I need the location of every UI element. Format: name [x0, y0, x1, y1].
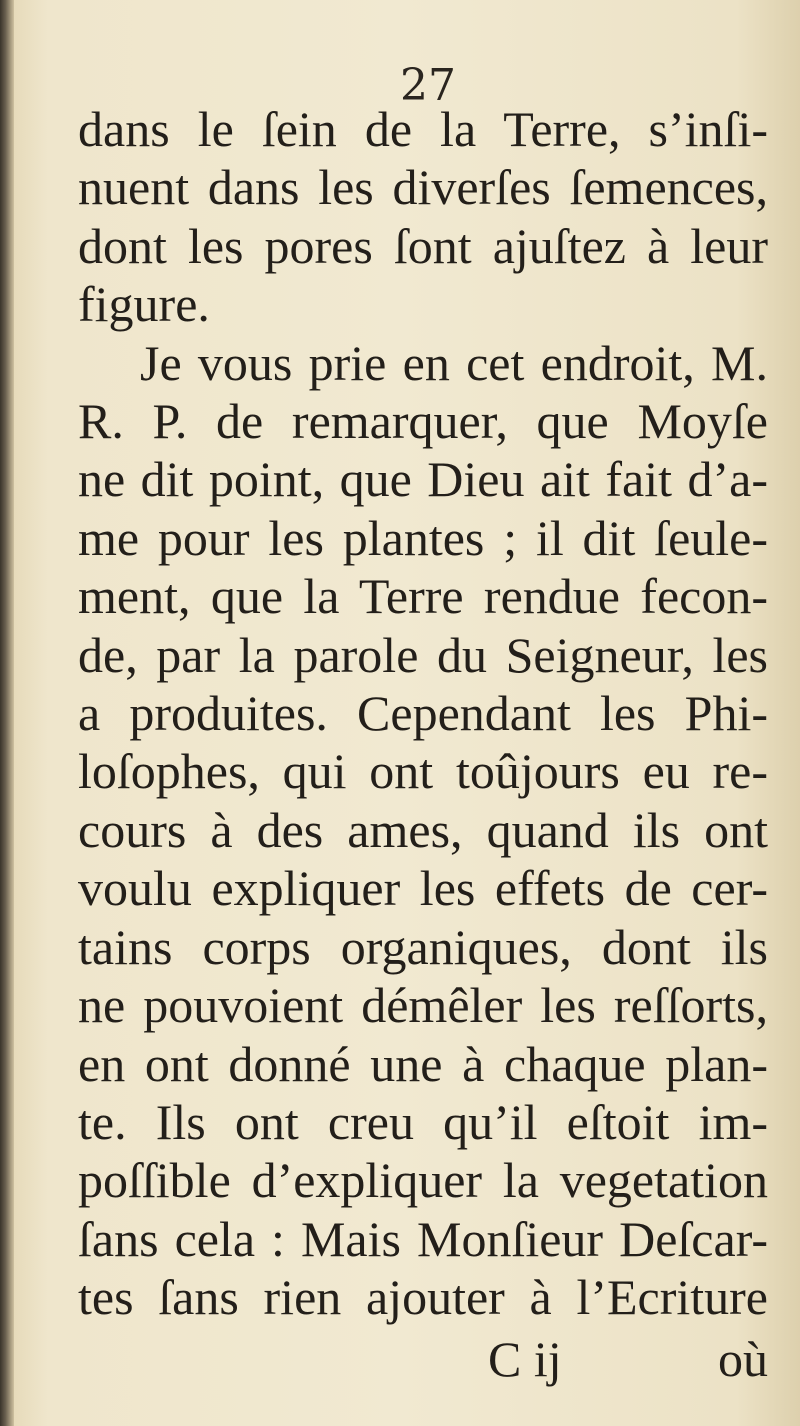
page-number: 27 — [400, 60, 456, 111]
text-line: loſophes, qui ont toûjours eu re- — [78, 743, 768, 800]
text-line: me pour les plantes ; il dit ſeule- — [78, 509, 768, 566]
text-line: tains corps organiques, dont ils — [78, 918, 768, 975]
text-line: ment, que la Terre rendue fecon- — [78, 568, 768, 625]
page-footer — [78, 1330, 768, 1390]
text-line: dont les pores ſont ajuſtez à leur — [78, 217, 768, 274]
text-line: ne pouvoient démêler les reſſorts, — [78, 977, 768, 1034]
text-line: voulu expliquer les effets de cer- — [78, 860, 768, 917]
text-line: en ont donné une à chaque plan- — [78, 1035, 768, 1092]
text-line: ne dit point, que Dieu ait fait d’a- — [78, 451, 768, 508]
text-line: cours à des ames, quand ils ont — [78, 801, 768, 858]
text-line: tes ſans rien ajouter à l’Ecriture — [78, 1269, 768, 1326]
text-line: R. P. de remarquer, que Moyſe — [78, 393, 768, 450]
text-line: de, par la parole du Seigneur, les — [78, 626, 768, 683]
signature-mark: C ij — [488, 1331, 562, 1387]
text-line: nuent dans les diverſes ſemences, — [78, 159, 768, 216]
text-line: dans le ſein de la Terre, s’inſi- — [78, 101, 768, 157]
paragraph-start-line: Je vous prie en cet endroit, M. — [140, 334, 768, 391]
text-line: poſſible d’expliquer la vegetation — [78, 1152, 768, 1209]
body-text — [78, 100, 768, 1327]
binding-gutter — [0, 0, 14, 1426]
catchword: où — [718, 1331, 768, 1387]
text-line: a produites. Cependant les Phi- — [78, 685, 768, 742]
text-line: ſans cela : Mais Monſieur Deſcar- — [78, 1210, 768, 1267]
text-line: figure. — [78, 276, 210, 333]
text-line: te. Ils ont creu qu’il eſtoit im- — [78, 1093, 768, 1150]
